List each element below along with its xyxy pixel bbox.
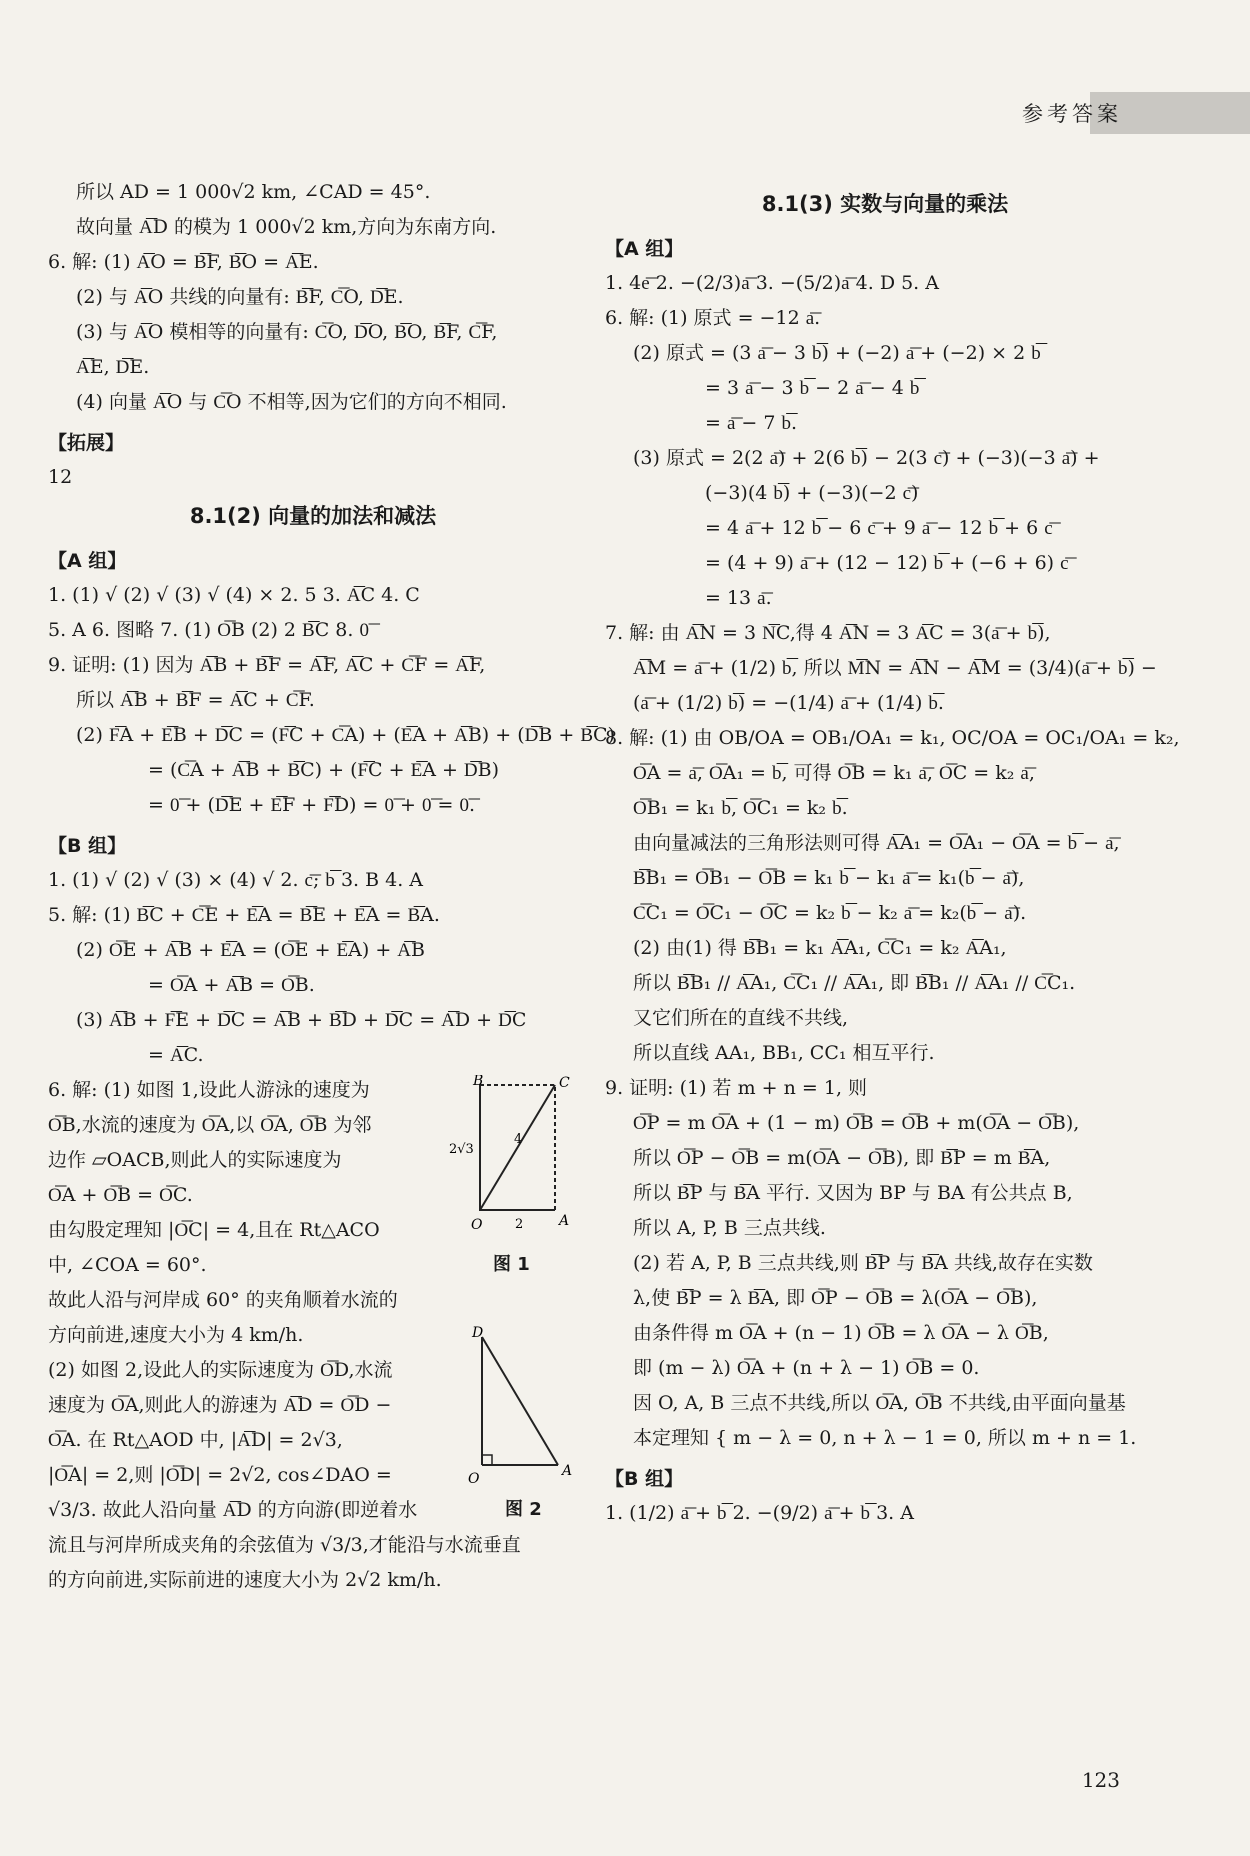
figure-1-caption: 图 1 [493, 1254, 530, 1275]
text-line: (2) O͞E + A͞B + E͞A = (O͞E + E͞A) + A͞B [76, 939, 425, 961]
text-line: 6. 解: (1) 原式 = −12 a͞. [605, 307, 821, 329]
text-line: 故此人沿与河岸成 60° 的夹角顺着水流的 [48, 1289, 398, 1311]
fig1-diag-label: 4 [514, 1132, 523, 1147]
text-line: 又它们所在的直线不共线, [633, 1007, 849, 1029]
fig1-bottom-label: 2 [515, 1217, 524, 1232]
text-line: 由向量减法的三角形法则可得 A͞A₁ = O͞A₁ − O͞A = b͞ − a͞, [633, 832, 1120, 854]
figure-2-caption: 图 2 [505, 1499, 542, 1520]
text-line: 所以 B͞B₁ // A͞A₁, C͞C₁ // A͞A₁, 即 B͞B₁ // A͞A₁ // C͞C₁. [633, 972, 1076, 994]
text-line: O͞A + O͞B = O͞C. [48, 1184, 193, 1206]
text-line: 9. 证明: (1) 因为 A͞B + B͞F = A͞F, A͞C + C͞F = A͞F, [48, 654, 486, 676]
text-line: O͞A. 在 Rt△AOD 中, |A͞D| = 2√3, [48, 1429, 343, 1451]
text-line: 8. 解: (1) 由 OB/OA = OB₁/OA₁ = k₁, OC/OA = OC₁/OA₁ = k₂, [605, 727, 1180, 749]
text-line: = a͞ − 7 b͞. [705, 412, 798, 434]
text-line: 的方向前进,实际前进的速度大小为 2√2 km/h. [48, 1569, 442, 1591]
text-line: (3) A͞B + F͞E + D͞C = A͞B + B͞D + D͞C = A͞D + D͞C [76, 1009, 527, 1031]
extension-answer: 12 [48, 466, 73, 488]
fig2-label-a: A [562, 1463, 573, 1479]
text-line: 所以 AD = 1 000√2 km, ∠CAD = 45°. [76, 181, 431, 203]
text-line: 故向量 A͞D 的模为 1 000√2 km,方向为东南方向. [76, 216, 497, 238]
figure-1 [445, 1075, 585, 1240]
text-line: O͞B,水流的速度为 O͞A,以 O͞A, O͞B 为邻 [48, 1114, 372, 1136]
text-line: (2) 如图 2,设此人的实际速度为 O͞D,水流 [48, 1359, 393, 1381]
text-line: 本定理知 { m − λ = 0, n + λ − 1 = 0, 所以 m + n = 1. [633, 1427, 1137, 1449]
extension-heading: 【拓展】 [48, 432, 125, 454]
fig1-label-o: O [471, 1217, 483, 1233]
text-line: 1. (1) √ (2) √ (3) × (4) √ 2. c͞; b͞ 3. B 4. A [48, 869, 424, 891]
text-line: O͞P = m O͞A + (1 − m) O͞B = O͞B + m(O͞A − O͞B), [633, 1112, 1080, 1134]
text-line: 所以直线 AA₁, BB₁, CC₁ 相互平行. [633, 1042, 935, 1064]
section-title-8-1-2: 8.1(2) 向量的加法和减法 [189, 504, 437, 528]
text-line: √3/3. 故此人沿向量 A͞D 的方向游(即逆着水 [48, 1499, 418, 1521]
text-line: 5. A 6. 图略 7. (1) O͞B (2) 2 B͞C 8. 0͞ [48, 619, 369, 641]
fig2-label-d: D [472, 1325, 484, 1341]
text-line: 由勾股定理知 |O͞C| = 4,且在 Rt△ACO [48, 1219, 380, 1241]
fig1-label-a: A [559, 1213, 570, 1229]
text-line: A͞E, D͞E. [76, 356, 150, 378]
text-line: (2) 原式 = (3 a͞ − 3 b͞) + (−2) a͞ + (−2) × 2 b͞ [633, 342, 1041, 364]
text-line: = 0͞ + (D͞E + E͞F + F͞D) = 0͞ + 0͞ = 0͞. [148, 794, 475, 816]
text-line: 9. 证明: (1) 若 m + n = 1, 则 [605, 1077, 868, 1099]
text-line: (2) F͞A + E͞B + D͞C = (F͞C + C͞A) + (E͞A + A͞B) + (D͞B + B͞C) [76, 724, 615, 746]
fig2-label-o: O [468, 1471, 480, 1485]
text-line: 因 O, A, B 三点不共线,所以 O͞A, O͞B 不共线,由平面向量基 [633, 1392, 1126, 1414]
text-line: 5. 解: (1) B͞C + C͞E + E͞A = B͞E + E͞A = B͞A. [48, 904, 440, 926]
text-line: 即 (m − λ) O͞A + (n + λ − 1) O͞B = 0. [633, 1357, 980, 1379]
text-line: B͞B₁ = O͞B₁ − O͞B = k₁ b͞ − k₁ a͞ = k₁(b͞ − a͞), [633, 867, 1025, 889]
text-line: 1. (1/2) a͞ + b͞ 2. −(9/2) a͞ + b͞ 3. A [605, 1502, 914, 1524]
text-line: = 4 a͞ + 12 b͞ − 6 c͞ + 9 a͞ − 12 b͞ + 6 c͞ [705, 517, 1053, 539]
text-line: A͞M = a͞ + (1/2) b͞, 所以 M͞N = A͞N − A͞M = (3/4)(a͞ + b͞) − [633, 657, 1157, 679]
text-line: λ,使 B͞P = λ B͞A, 即 O͞P − O͞B = λ(O͞A − O͞B), [633, 1287, 1038, 1309]
group-a-heading: 【A 组】 [48, 550, 127, 572]
text-line: (a͞ + (1/2) b͞) = −(1/4) a͞ + (1/4) b͞. [633, 692, 944, 714]
text-line: 方向前进,速度大小为 4 km/h. [48, 1324, 304, 1346]
text-line: (4) 向量 A͞O 与 C͞O 不相等,因为它们的方向不相同. [76, 391, 507, 413]
text-line: (3) 与 A͞O 模相等的向量有: C͞O, D͞O, B͞O, B͞F, C͞F, [76, 321, 498, 343]
text-line: 所以 B͞P 与 B͞A 平行. 又因为 BP 与 BA 有公共点 B, [633, 1182, 1073, 1204]
text-line: 速度为 O͞A,则此人的游速为 A͞D = O͞D − [48, 1394, 392, 1416]
text-line: (−3)(4 b͞) + (−3)(−2 c͞) [705, 482, 919, 504]
group-b-heading: 【B 组】 [48, 835, 127, 857]
text-line: 7. 解: 由 A͞N = 3 N͞C,得 4 A͞N = 3 A͞C = 3(a͞ + b͞), [605, 622, 1051, 644]
text-line: 所以 A, P, B 三点共线. [633, 1217, 826, 1239]
text-line: (2) 与 A͞O 共线的向量有: B͞F, C͞O, D͞E. [76, 286, 404, 308]
text-line: |O͞A| = 2,则 |O͞D| = 2√2, cos∠DAO = [48, 1464, 392, 1486]
section-title-8-1-3: 8.1(3) 实数与向量的乘法 [761, 192, 1009, 216]
text-line: 所以 O͞P − O͞B = m(O͞A − O͞B), 即 B͞P = m B͞A, [633, 1147, 1051, 1169]
right-column [605, 180, 1180, 1536]
text-line: (3) 原式 = 2(2 a͞) + 2(6 b͞) − 2(3 c͞) + (−3)(−3 a͞) + [633, 447, 1100, 469]
text-line: 边作 ▱OACB,则此人的实际速度为 [48, 1149, 342, 1171]
text-line: 1. 4e͞ 2. −(2/3)a͞ 3. −(5/2)a͞ 4. D 5. A [605, 272, 939, 294]
text-line: 中, ∠COA = 60°. [48, 1254, 207, 1276]
fig1-label-b: B [473, 1075, 484, 1089]
group-b-heading: 【B 组】 [605, 1468, 684, 1490]
text-line: = 13 a͞. [705, 587, 772, 609]
text-line: 6. 解: (1) 如图 1,设此人游泳的速度为 [48, 1079, 370, 1101]
fig1-label-c: C [559, 1075, 570, 1091]
text-line: O͞A = a͞, O͞A₁ = b͞, 可得 O͞B = k₁ a͞, O͞C = k₂ a͞, [633, 762, 1035, 784]
text-line: 由条件得 m O͞A + (n − 1) O͞B = λ O͞A − λ O͞B, [633, 1322, 1049, 1344]
group-a-heading: 【A 组】 [605, 238, 684, 260]
text-line: = 3 a͞ − 3 b͞ − 2 a͞ − 4 b͞ [705, 377, 920, 399]
text-line: 6. 解: (1) A͞O = B͞F, B͞O = A͞E. [48, 251, 319, 273]
text-line: = (C͞A + A͞B + B͞C) + (F͞C + E͞A + D͞B) [148, 759, 500, 781]
text-line: 1. (1) √ (2) √ (3) √ (4) × 2. 5 3. A͞C 4. C [48, 584, 420, 606]
text-line: = O͞A + A͞B = O͞B. [148, 974, 315, 996]
figure-2 [460, 1325, 580, 1485]
text-line: O͞B₁ = k₁ b͞, O͞C₁ = k₂ b͞. [633, 797, 848, 819]
text-line: C͞C₁ = O͞C₁ − O͞C = k₂ b͞ − k₂ a͞ = k₂(b͞ − a͞). [633, 902, 1027, 924]
text-line: 所以 A͞B + B͞F = A͞C + C͞F. [76, 689, 315, 711]
text-line: = A͞C. [148, 1044, 204, 1066]
text-line: = (4 + 9) a͞ + (12 − 12) b͞ + (−6 + 6) c͞ [705, 552, 1069, 574]
text-line: 流且与河岸所成夹角的余弦值为 √3/3,才能沿与水流垂直 [48, 1534, 521, 1556]
page-number: 123 [1081, 1768, 1120, 1792]
fig1-side-label: 2√3 [449, 1142, 474, 1157]
text-line: (2) 若 A, P, B 三点共线,则 B͞P 与 B͞A 共线,故存在实数 [633, 1252, 1093, 1274]
text-line: (2) 由(1) 得 B͞B₁ = k₁ A͞A₁, C͞C₁ = k₂ A͞A₁, [633, 937, 1007, 959]
header-title: 参考答案 [1022, 102, 1122, 126]
